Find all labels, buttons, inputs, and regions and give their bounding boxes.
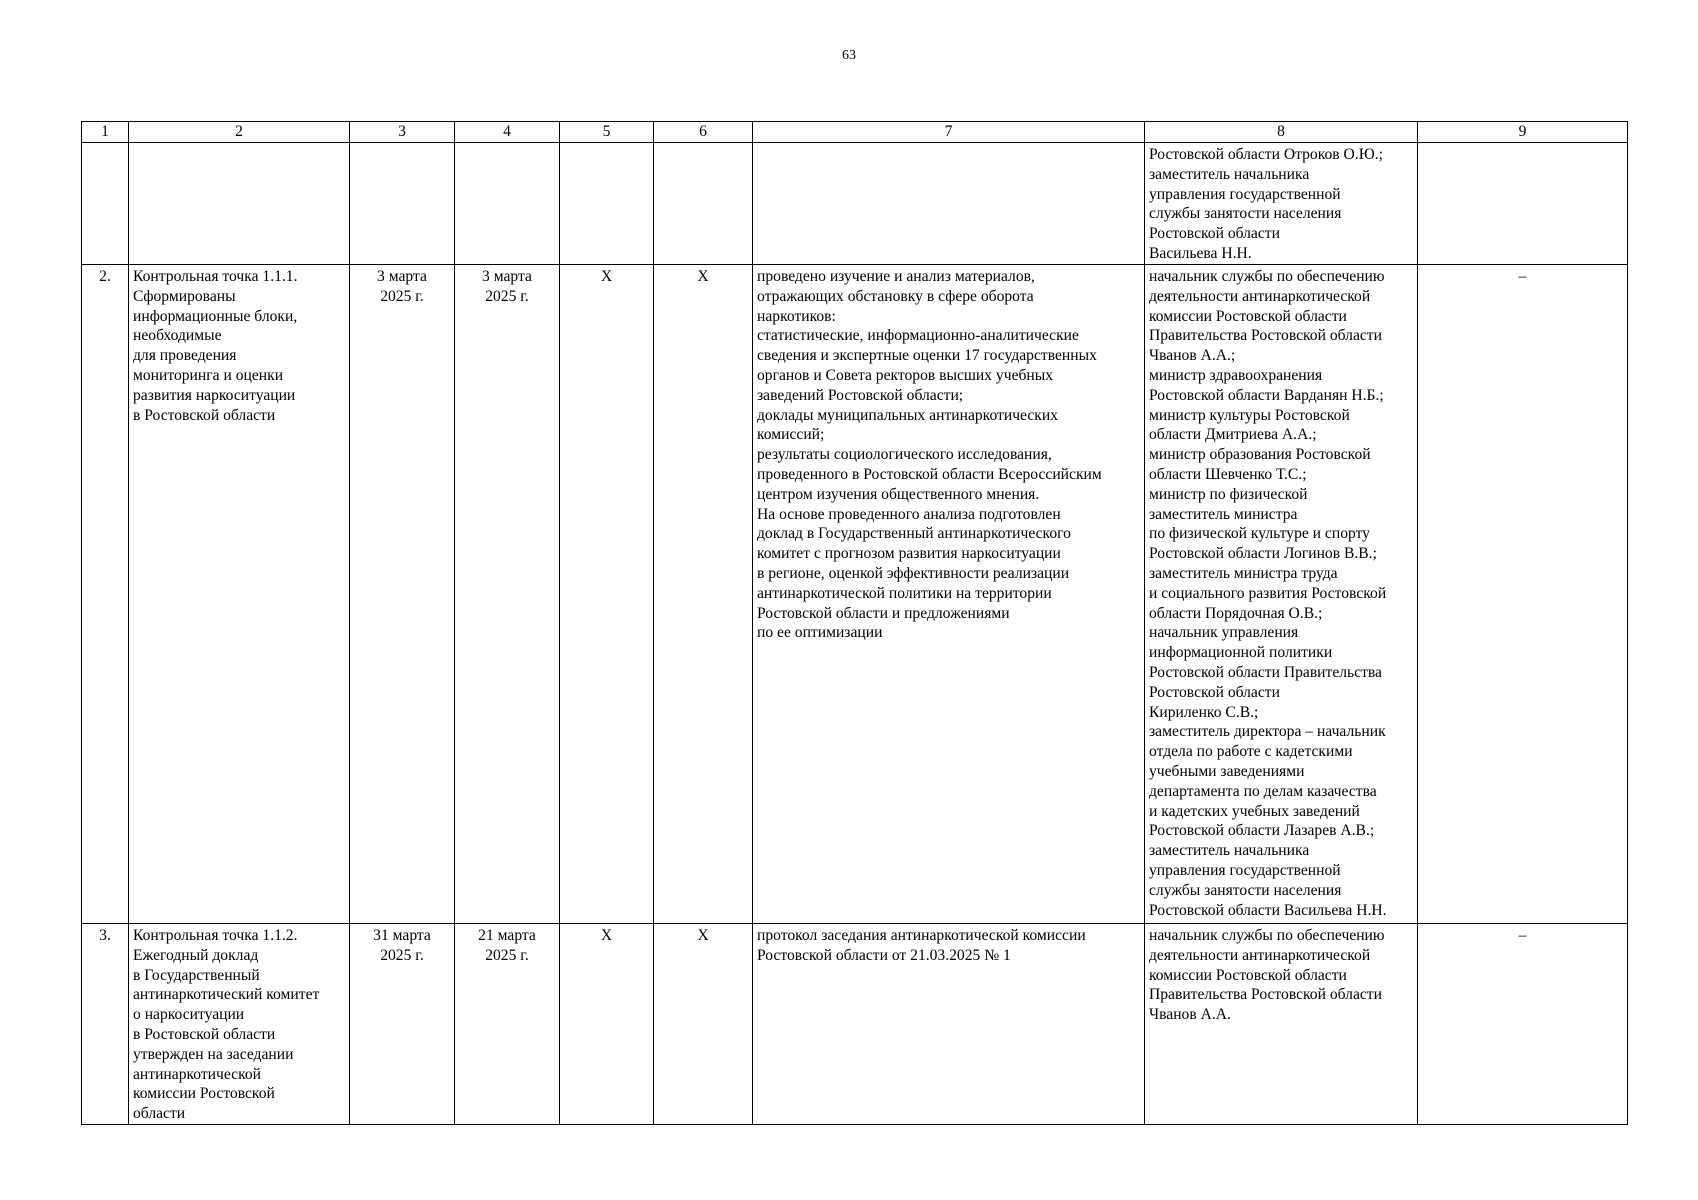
column-6-cell: Х [654, 265, 753, 924]
actual-date-cell: 3 марта 2025 г. [455, 265, 560, 924]
column-header: 4 [455, 122, 560, 143]
responsible-cell: Ростовской области Отроков О.Ю.; заместитель начальника управления государственной службы занятости населения Ростовской области Васильева Н.Н. [1145, 143, 1418, 265]
column-header: 9 [1418, 122, 1628, 143]
column-9-cell [1418, 143, 1628, 265]
column-6-cell [654, 143, 753, 265]
column-6-cell: Х [654, 924, 753, 1125]
column-5-cell: Х [560, 924, 654, 1125]
column-5-cell: Х [560, 265, 654, 924]
column-header: 3 [350, 122, 455, 143]
column-header: 8 [1145, 122, 1418, 143]
column-header: 1 [82, 122, 129, 143]
control-point-cell: Контрольная точка 1.1.1. Сформированы информационные блоки, необходимые для проведения мониторинга и оценки развития наркоситуации в Ростовской области [129, 265, 350, 924]
column-9-cell: – [1418, 265, 1628, 924]
responsible-cell: начальник службы по обеспечению деятельности антинаркотической комиссии Ростовской области Правительства Ростовской области Чванов А.А. [1145, 924, 1418, 1125]
result-cell: протокол заседания антинаркотической комиссии Ростовской области от 21.03.2025 № 1 [753, 924, 1145, 1125]
control-point-cell: Контрольная точка 1.1.2. Ежегодный доклад в Государственный антинаркотический комитет о наркоситуации в Ростовской области утвержден на заседании антинаркотической комиссии Ростовской области [129, 924, 350, 1125]
result-cell [753, 143, 1145, 265]
column-5-cell [560, 143, 654, 265]
column-header: 7 [753, 122, 1145, 143]
page-number: 63 [842, 48, 856, 63]
planned-date-cell: 31 марта 2025 г. [350, 924, 455, 1125]
responsible-cell: начальник службы по обеспечению деятельности антинаркотической комиссии Ростовской области Правительства Ростовской области Чванов А.А.; министр здравоохранения Ростовской области Варданян Н.Б.; министр культуры Ростовской области Дмитриева А.А.; министр образования Ростовской области Шевченко Т.С.; министр по физической заместитель министра по физической культуре и спорту Ростовской области Логинов В.В.; заместитель министра труда и социального развития Ростовской области Порядочная О.В.; начальник управления информационной политики Ростовской области Правительства Ростовской области Кириленко С.В.; заместитель директора – начальник отдела по работе с кадетскими учебными заведениями департамента по делам казачества и кадетских учебных заведений Ростовской области Лазарев А.В.; заместитель начальника управления государственной службы занятости населения Ростовской области Васильева Н.Н. [1145, 265, 1418, 924]
row-number-cell: 2. [82, 265, 129, 924]
planned-date-cell [350, 143, 455, 265]
column-9-cell: – [1418, 924, 1628, 1125]
planned-date-cell: 3 марта 2025 г. [350, 265, 455, 924]
control-point-cell [129, 143, 350, 265]
result-cell: проведено изучение и анализ материалов, отражающих обстановку в сфере оборота наркотиков: статистические, информационно-аналитические сведения и экспертные оценки 17 государственных органов и Совета ректоров высших учебных заведений Ростовской области; доклады муниципальных антинаркотических комиссий; результаты социологического исследования, проведенного в Ростовской области Всероссийским центром изучения общественного мнения. На основе проведенного анализа подготовлен доклад в Государственный антинаркотического комитет с прогнозом развития наркоситуации в регионе, оценкой эффективности реализации антинаркотической политики на территории Ростовской области и предложениями по ее оптимизации [753, 265, 1145, 924]
table-row [82, 143, 1628, 265]
column-header: 5 [560, 122, 654, 143]
actual-date-cell: 21 марта 2025 г. [455, 924, 560, 1125]
table-header-row [82, 122, 1628, 143]
table-row [82, 265, 1628, 924]
actual-date-cell [455, 143, 560, 265]
report-table [81, 121, 1628, 1125]
row-number-cell [82, 143, 129, 265]
table-row [82, 924, 1628, 1125]
column-header: 2 [129, 122, 350, 143]
column-header: 6 [654, 122, 753, 143]
row-number-cell: 3. [82, 924, 129, 1125]
